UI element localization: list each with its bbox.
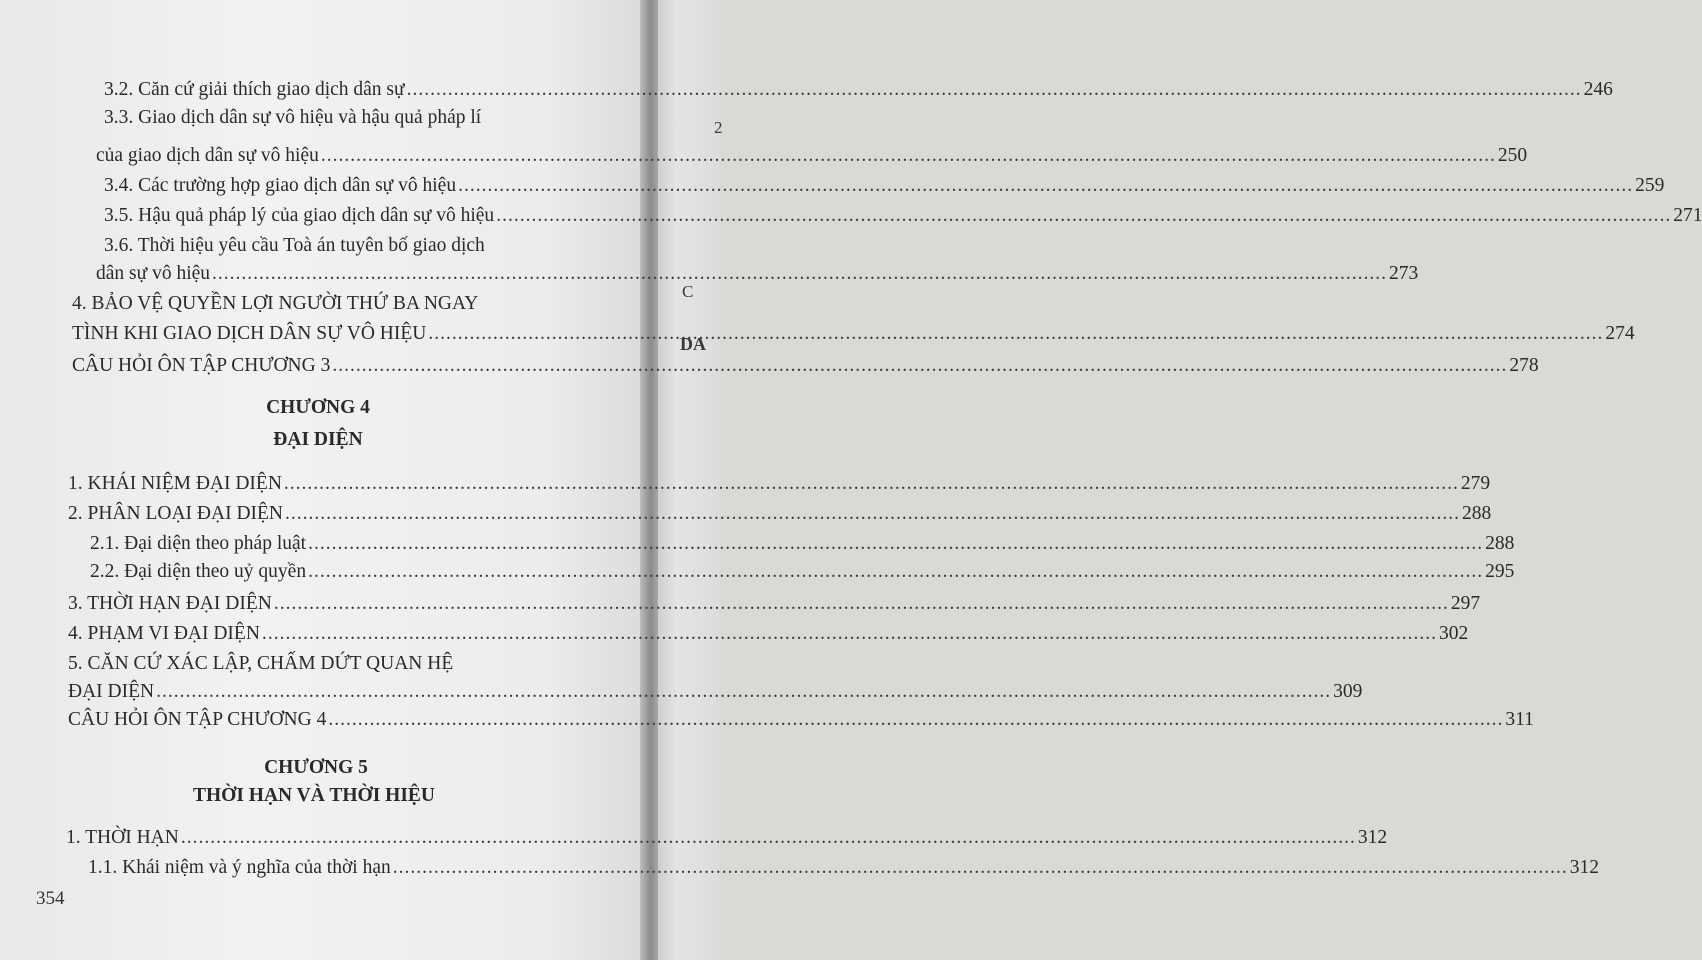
- toc-entry: của giao dịch dân sự vô hiệu ..... 250: [96, 144, 604, 168]
- adjacent-page-fragment: DA: [680, 334, 706, 354]
- toc-entry: 3.6. Thời hiệu yêu cầu Toà án tuyên bố giao dịch: [104, 235, 485, 256]
- toc-entry: CÂU HỎI ÔN TẬP CHƯƠNG 3 ..... 278: [72, 354, 602, 378]
- toc-entry: 3. THỜI HẠN ĐẠI DIỆN ..... 297: [68, 592, 594, 616]
- toc-entry: 4. BẢO VỆ QUYỀN LỢI NGƯỜI THỨ BA NGAY: [72, 293, 479, 314]
- toc-entry: 1. KHÁI NIỆM ĐẠI DIỆN ..... 279: [68, 472, 596, 496]
- chapter-5-label: CHƯƠNG 5: [264, 757, 368, 778]
- adjacent-page-fragment: C: [682, 282, 694, 301]
- toc-entry: CÂU HỎI ÔN TẬP CHƯƠNG 4 ..... 311: [68, 708, 580, 732]
- toc-entry: 3.5. Hậu quả pháp lý của giao dịch dân sự vô hiệu ..... 271: [104, 204, 606, 228]
- toc-entry: 3.4. Các trường hợp giao dịch dân sự vô hiệu ..... 259: [104, 174, 606, 198]
- chapter-5-title: THỜI HẠN VÀ THỜI HIỆU: [193, 785, 435, 806]
- toc-entry: 2. PHÂN LOẠI ĐẠI DIỆN ..... 288: [68, 502, 594, 526]
- chapter-4-label: CHƯƠNG 4: [266, 397, 370, 418]
- adjacent-page-fragment: 2: [714, 118, 723, 137]
- toc-entry: TÌNH KHI GIAO DỊCH DÂN SỰ VÔ HIỆU ..... 274: [72, 322, 602, 346]
- toc-entry: 1. THỜI HẠN ..... 312: [66, 826, 578, 850]
- page-number: 354: [36, 888, 65, 909]
- toc-entry: 5. CĂN CỨ XÁC LẬP, CHẤM DỨT QUAN HỆ: [68, 653, 454, 674]
- toc-entry: 2.1. Đại diện theo pháp luật ..... 288: [90, 532, 594, 556]
- toc-entry: 4. PHẠM VI ĐẠI DIỆN ..... 302: [68, 622, 596, 646]
- toc-entry: 2.2. Đại diện theo uỷ quyền ..... 295: [90, 560, 594, 584]
- toc-entry: dân sự vô hiệu ..... 273: [96, 262, 606, 286]
- toc-entry: 3.3. Giao dịch dân sự vô hiệu và hậu quả pháp lí: [104, 107, 482, 128]
- toc-entry: 1.1. Khái niệm và ý nghĩa của thời hạn ..... 312: [88, 856, 578, 880]
- toc-entry: 3.2. Căn cứ giải thích giao dịch dân sự ..... 246: [104, 78, 606, 102]
- toc-entry: ĐẠI DIỆN ..... 309: [68, 680, 580, 704]
- chapter-4-title: ĐẠI DIỆN: [273, 429, 363, 450]
